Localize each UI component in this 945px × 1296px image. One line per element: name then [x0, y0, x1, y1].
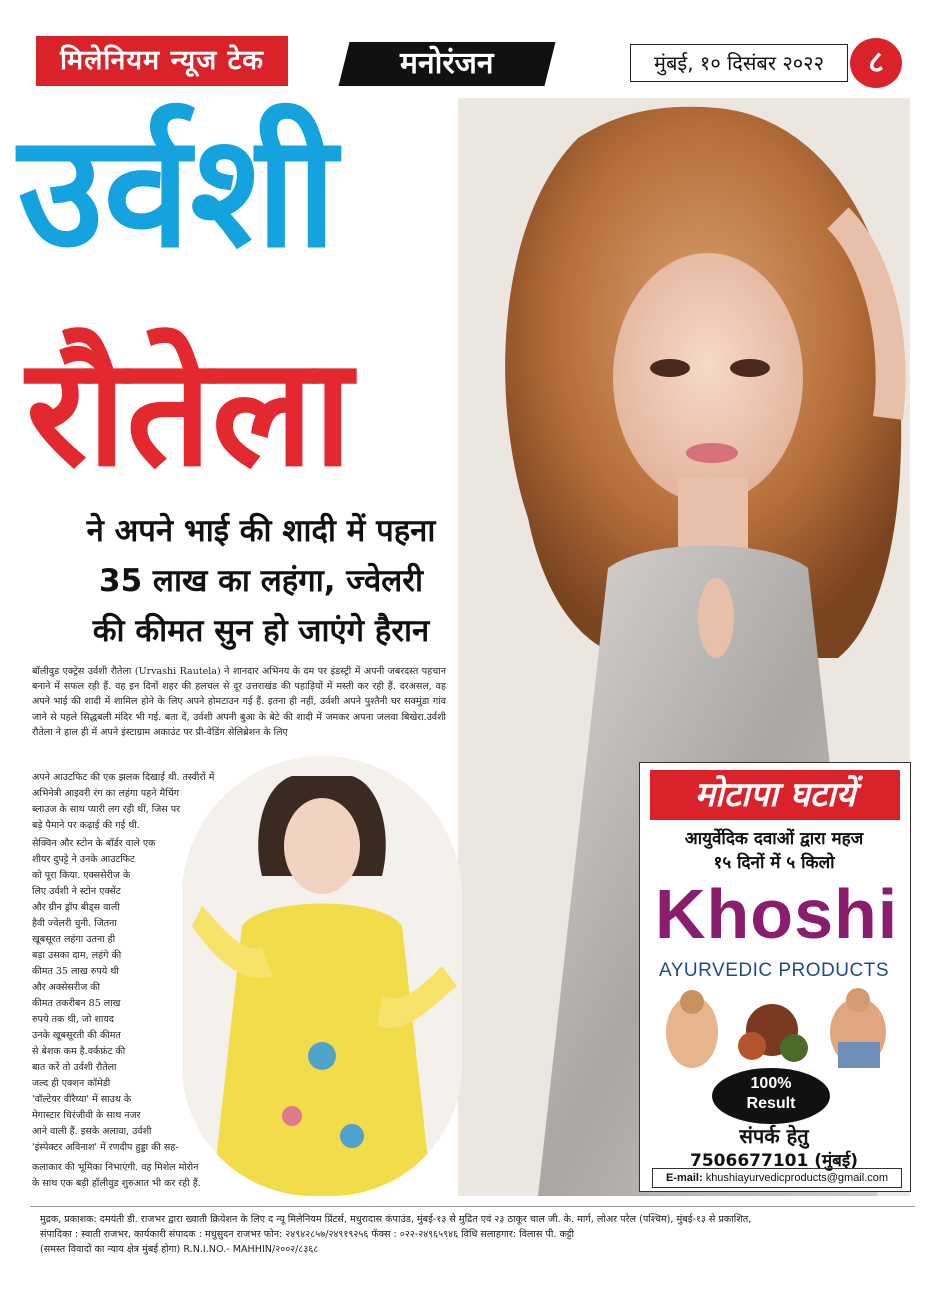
article-line: शीयर दुपट्टे ने उनके आउटफिट [32, 854, 135, 865]
article-line: 'वॉल्टेयर वीरैय्या' में साउथ के [32, 1094, 132, 1105]
ad-result-percent: 100% [750, 1075, 792, 1092]
ad-email-label: E-mail: [665, 1172, 703, 1184]
ad-email-address: khushiayurvedicproducts@gmail.com [705, 1172, 889, 1184]
article-line: से बेशक कम है.वर्कफ्रंट की [32, 1046, 126, 1057]
inset-photo-illustration [182, 756, 462, 1196]
section-label [339, 42, 556, 86]
ad-brand-subtitle: AYURVEDIC PRODUCTS [659, 960, 889, 981]
footer-divider [30, 1206, 915, 1207]
article-intro: बॉलीवुड एक्ट्रेस उर्वशी रौतेला (Urvashi Rautela) ने शानदार अभिनय के दम पर इंडस्ट्री में अपनी जबरदस्त पहचान बनाने में सफल रही हैं. वह इन दिनों शहर की हलचल से दूर उत्तराखंड की पहाड़ियों में मस्ती कर रही हैं. दरअसल, वह अपने भाई की शादी में शामिल होने के लिए अपने होमटाउन गई हैं. इतना ही नहीं, उर्वशी अपने पुश्तैनी घर सक्मुंडा गांव जाने से पहले सिद्धबली मंदिर भी गई. बता दें, उर्वशी अपनी बुआ के बेटे की शादी में जमकर अपना जलवा बिखेरा.उर्वशी रौतेला ने हाल ही में अपने इंस्टाग्राम अकाउंट पर प्री-वेडिंग सेलिब्रेशन के लिए [32, 666, 446, 738]
subheadline-line: ने अपने भाई की शादी में पहना [86, 513, 436, 549]
article-line: आने वाली हैं. इसके अलावा, उर्वशी [32, 1126, 152, 1137]
ad-phone: 7506677101 (मुंबई) [690, 1151, 858, 1171]
headline-line1: उर्वशी [18, 100, 337, 282]
article-line: खूबसूरत लहंगा उतना ही [32, 934, 116, 945]
subheadline-line: की कीमत सुन हो जाएंगे हैरान [92, 613, 430, 649]
article-line: और अक्सेसरीज की [32, 982, 101, 993]
masthead-brand: मिलेनियम न्यूज टेक [36, 36, 288, 86]
section-label-text: मनोरंजन [400, 46, 494, 81]
dateline: मुंबई, १० दिसंबर २०२२ [630, 44, 848, 82]
article-column-bottom [32, 1160, 201, 1192]
article-line: कीमत 35 लाख रुपये थी [32, 966, 119, 977]
ad-email [652, 1168, 902, 1188]
article-column-narrow [32, 836, 179, 1156]
article-line: ब्लाउज के साथ प्यारी लग रही थीं, जिस पर [32, 804, 180, 815]
article-line: लिए उर्वशी ने स्टोन एक्सेंट [32, 886, 121, 897]
article-line: जल्द ही एक्शन कॉमेडी [32, 1078, 111, 1089]
subheadline [30, 506, 492, 656]
ad-product-illustration [652, 986, 898, 1070]
article-line: बड़ा उसका दाम, लहंगे की [32, 950, 122, 961]
headline-line2: रौतेला [26, 326, 353, 500]
article-line: उनके खूबसूरती की कीमत [32, 1030, 121, 1041]
article-line: के साथ एक बड़ी हॉलीवुड शुरुआत भी कर रही हैं. [32, 1178, 201, 1189]
imprint-footer [40, 1212, 910, 1257]
article-line: बड़े पैमाने पर कढ़ाई की गई थी. [32, 820, 140, 831]
inset-photo [182, 756, 462, 1196]
ad-result-word: Result [746, 1095, 796, 1112]
imprint-line: मुद्रक, प्रकाशक: दमयंती डी. राजभर द्वारा ख्वाती क्रियेशन के लिए द न्यू मिलेनियम प्रिंटर्स, मधुरादास कंपाउंड, मुंबई-१३ से मुद्रित एवं २३ ठाकूर चाल जी. के. मार्ग, लोअर परेल (पश्चिम), मुंबई-१३ से प्रकाशित, [40, 1214, 752, 1225]
ad-result-badge [712, 1068, 830, 1124]
ad-contact-label: संपर्क हेतु [739, 1124, 809, 1148]
article-line: मेगास्टार चिरंजीवी के साथ नजर [32, 1110, 141, 1121]
article-line: सेक्विन और स्टोन के बॉर्डर वाले एक [32, 838, 156, 849]
article-line: हैवी ज्वेलरी चुनी. जितना [32, 918, 117, 929]
article-line: रुपये तक थी, जो शायद [32, 1014, 114, 1025]
article-line: 'इंस्पेक्टर अविनाश' में रणदीप हुड्डा की सह- [32, 1142, 179, 1153]
imprint-line: (समस्त विवादों का न्याय क्षेत्र मुंबई होगा) R.N.I.NO.- MAHHIN/२००२/८३६८ [40, 1244, 319, 1255]
article-line: कीमत तकरीबन 85 लाख [32, 998, 121, 1009]
page-number: ८ [850, 38, 902, 88]
imprint-line: संपादिका : स्वाती राजभर, कार्यकारी संपादक : मधुसुदन राजभर फोन: २४९४२८५७/२४९१९२५६ फॅक्स : ०२२-२४९६५९४६ विधि सलाहगार: विलास पी. कट्टी [40, 1229, 575, 1240]
ad-brand-logo: Khoshi [655, 875, 899, 953]
ad-tagline-1: आयुर्वेदिक दवाओं द्वारा महज [684, 829, 864, 849]
article-column-upper [32, 770, 214, 834]
article-line: को पूरा किया. एक्ससेरीज के [32, 870, 131, 881]
ad-tagline-2: १५ दिनों में ५ किलो [713, 853, 835, 873]
subheadline-line: 35 लाख का लहंगा, ज्वेलरी [99, 563, 423, 599]
article-line: कलाकार की भूमिका निभाएंगी. वह मिशेल मोरोन [32, 1162, 199, 1173]
article-line: और ग्रीन ड्रॉप बीड्स वाली [32, 902, 120, 913]
article-line: अपने आउटफिट की एक झलक दिखाई थी. तस्वीरों में [32, 772, 215, 783]
ad-title: मोटापा घटायें [650, 770, 900, 820]
article-line: अभिनेत्री आइवरी रंग का लहंगा पहने मैचिंग [32, 788, 180, 799]
article-line: बात करें तो उर्वशी रौतेला [32, 1062, 117, 1073]
